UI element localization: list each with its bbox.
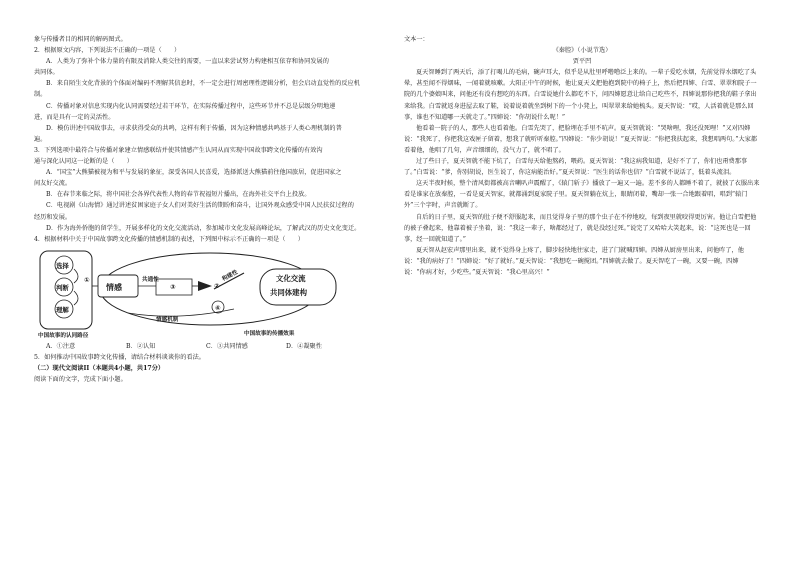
q2-option-b-cont: 制。 — [34, 91, 47, 99]
q2-option-a: A．人类为了弥补个体力量的有限及消除人类交往的需要，一直以来尝试努力构建相互依存和协同发展的 — [46, 58, 329, 66]
paragraph-1: 夏天智睡到了两天后，添了打喝儿的毛病，碗声耳大，似乎是从肚里呼噜噜泛上来的。一辈子爱吃水烟，先前觉得水烟吃了头晕，甚至闻不得烟味，一闻着就咳嗽。大阳正中午的时候，他让夏天义把他抱到院中的椅子上，然后把四婶、白雪、翠翠和院子一院的几个婆娘叫来，问他还有没有想吃的东西。白雪说她什么都吃不下，问四婶愿意让给自己吃些不，四婶说那你把我的鞋子拿出来给我。白雪就返身进屋去取了鞋，说着说着就坐到树下的一个小凳上，叫翠翠来给她梳头。夏天智说：“哎，人活着就是那么回事，谁也不知道哪一天就走了。”四婶说：“你胡说什么呢！” — [404, 69, 757, 121]
label-2: ② — [214, 281, 220, 290]
q2-option-d: D．模仿讲述中国故事去，寻求获得受众的共鸣，这样有利于传播，因为这种情感共鸣基于人类心理机制的普 — [46, 124, 342, 132]
q4-options — [34, 341, 390, 352]
q3-option-b: B．在春节来临之际，将中国社会各界代表性人物的春节祝福短片播出，在海外社交平台上投放。 — [46, 191, 311, 199]
q3-option-c-cont: 经历和发展。 — [34, 213, 72, 221]
emotion-mechanism-diagram — [38, 247, 338, 341]
q2-option-c-cont: 进，而是具有一定的灵活性。 — [34, 113, 115, 121]
q3-option-c: C．电视剧《山海情》通过讲述贫困家庭子女人们对美好生活的期盼和奋斗，让国外观众感受中国人民扶贫过程的 — [46, 202, 354, 210]
q3-stem: 3．下列选项中最符合与传播对象建立情感联结并使其情感产生认同从而实现中国故事跨文化传播的有效沟 — [34, 146, 323, 154]
label-cultural-exchange: 文化交流 — [276, 273, 306, 283]
left-column — [34, 34, 390, 385]
label-1: ① — [84, 275, 90, 284]
paragraph-4: 这天半夜时候，整个清风街都被高音喇叭声震醒了，《辕门斩子》播放了一遍又一遍。差不多的人都睡不着了，就披了衣服出来看是谁家在放秦腔，一看是夏天智家，就都涌到夏家院子里。夏天智躺在炕上，眼睛闭着，嘴却一张一合地跟着唱，唱到“辕门外”三个字时，声音就断了。 — [404, 180, 760, 210]
paragraph-2: 他看着一院子的人，那些人也看着他。白雪先哭了，把脸埋在手里不吭声。夏天智就说：“哭啥哩，我还没死哩！”又对四婶说：“我死了，你把我这戏匣子留着，想我了就听听秦腔。”四婶说：“你少胡说！”夏天智说：“你把我扶起来，我想唱两句。”大家都看着他，他唱了几句，声音细细的，没气力了，就不唱了。 — [404, 124, 758, 154]
text-label: 文本一： — [404, 36, 429, 43]
q2-option-a-cont: 共同体。 — [34, 69, 59, 77]
q2-stem: 2．根据原文内容，下列说法不正确的一项是（ ） — [34, 47, 181, 55]
q3-stem-cont: 通与深化认同这一论断的是（ ） — [34, 158, 133, 166]
label-emotion-mechanism: 情感机制 — [156, 316, 179, 323]
label-commonality: 共通性 — [142, 276, 159, 283]
section-heading: （二）现代文阅读II（本题共4小题，共17分） — [34, 364, 165, 372]
label-community-building: 共同体建构 — [270, 287, 307, 297]
label-select: 选择 — [56, 261, 69, 270]
arrow-head-3 — [198, 281, 212, 291]
label-emotion: 情感 — [106, 282, 122, 292]
excerpt-title: 《秦腔》（小说节选） — [552, 47, 612, 55]
q4-stem: 4．根据材料中关于中国故事跨文化传播的情感机制的表述，下列图中标示不正确的一项是（ ） — [34, 235, 304, 243]
caption-left: 中国故事的认同路径 — [38, 332, 89, 339]
label-4: ④ — [215, 303, 221, 312]
label-understand: 理解 — [56, 305, 69, 314]
q2-option-d-cont: 遍。 — [34, 135, 47, 143]
q3-option-d: D．作为海外侨胞的留学生，开展多样化的文化交流活动，参加城市文化发展高峰论坛，了解武汉的历史文化变迁。 — [46, 224, 361, 232]
caption-right: 中国故事的传播效果 — [244, 330, 295, 337]
top-line: 象与传播者目的相同的解码图式。 — [34, 36, 127, 43]
right-column — [404, 34, 760, 278]
q3-option-a: A．“国宝”大熊猫被视为和平与发展的象征，深受各国人民喜爱，选择派送大熊猫前往他国旅居，促进国家之 — [46, 169, 342, 177]
label-judge: 判断 — [56, 283, 69, 292]
q4-option-d: D．④凝聚性 — [286, 342, 322, 350]
q5-stem: 5．如何推动中国故事跨文化传播，请结合材料谈谈你的看法。 — [34, 353, 205, 361]
q4-option-b: B．②认知 — [126, 342, 156, 350]
paragraph-5: 自后的日子里，夏天智的肚子便不舒服起来，而且觉得身子里的那个虫子在不停地咬，每到夜里就咬得更厉害。他让白雪把他的被子叠起来，他靠着被子坐着，说：“我这一辈子，啥都经过了，就是没经过死。”说完了又哈哈大笑起来，说：“这死也是一回事，经一回就知道了。” — [404, 213, 757, 243]
q3-option-a-cont: 间友好交流。 — [34, 180, 72, 188]
q2-option-b: B．来自陌生文化背景的个体面对编码不理解其信息时，不一定会进行周密理性逻辑分析，但会启动直觉性的反应机 — [46, 80, 360, 88]
reading-instruction: 阅读下面的文字，完成下面小题。 — [34, 376, 127, 384]
q4-option-c: C．③共同情感 — [206, 342, 248, 350]
paragraph-6: 夏天智从赵宏声那里出来，就不觉得身上疼了，脚步轻快地往家走，进了门就喊四婶。四婶从厨房里出来，问他咋了，他说：“我的病好了！”四婶说：“好了就好。”夏天智说：“我想吃一碗搅团。”四婶就去做了。夏天智吃了一碗，又要一碗，四婶说：“你病才好，少吃些。”夏天智说：“我心里高兴！” — [404, 246, 744, 276]
q4-option-a: A．①注意 — [46, 342, 76, 350]
q2-option-c: C．传播对象对信息实现内化认同需要经过若干环节，在实际传播过程中，这些环节并不总是层级分明地递 — [46, 102, 336, 110]
label-constructive: 构建性 — [221, 269, 239, 283]
paragraph-3: 过了些日子，夏天智就不能下炕了，白雪每天给他熬药，喂药。夏天智说：“我这病我知道，是好不了了，你们也甭费那事了。”白雪说：“爹，你别胡说，医生说了，你这病能治好。”夏天智说：“医生的话你也信？”白雪就不说话了，低着头流泪。 — [404, 158, 748, 177]
label-3: ③ — [170, 282, 176, 291]
excerpt-author: 贾平凹 — [572, 58, 592, 66]
